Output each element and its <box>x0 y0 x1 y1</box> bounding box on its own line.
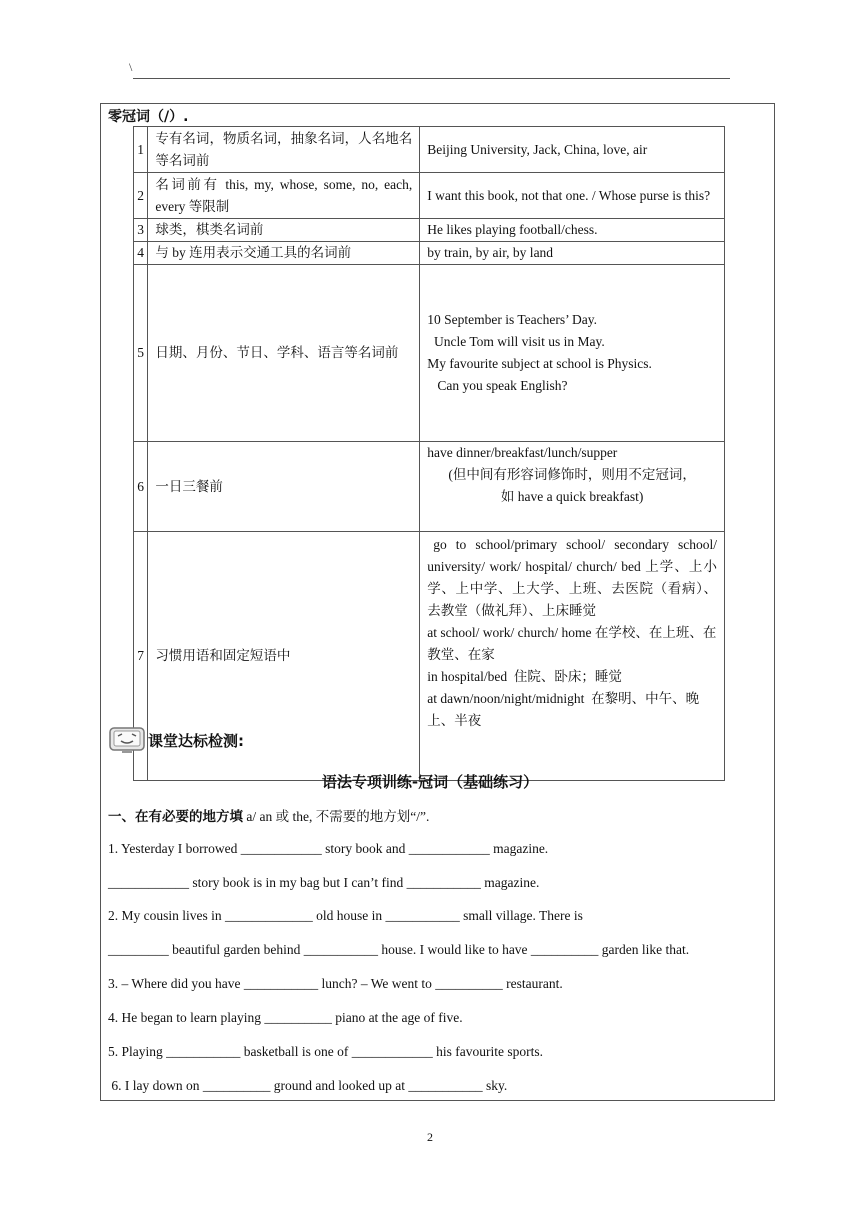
row-description: 名词前有 this, my, whose, some, no, each, every 等限制 <box>148 173 420 219</box>
row-example: 10 September is Teachers’ Day. Uncle Tom will visit us in May. My favourite subject at school is Physics. Can you speak English? <box>420 265 725 442</box>
table-row <box>134 219 725 242</box>
exercise-line: 1. Yesterday I borrowed ____________ story book and ____________ magazine. <box>108 841 549 856</box>
page-number: 2 <box>427 1130 433 1144</box>
row-description: 与 by 连用表示交通工具的名词前 <box>148 242 420 265</box>
row-description: 习惯用语和固定短语中 <box>148 532 420 781</box>
row-description: 专有名词，物质名词，抽象名词，人名地名等名词前 <box>148 127 420 173</box>
row-number: 6 <box>134 442 148 532</box>
classroom-check-title: 课堂达标检测: <box>148 731 244 750</box>
row-number: 3 <box>134 219 148 242</box>
row-number: 4 <box>134 242 148 265</box>
rules-table <box>133 126 725 781</box>
exercise-line: 5. Playing ___________ basketball is one of ____________ his favourite sports. <box>108 1044 543 1059</box>
row-number: 2 <box>134 173 148 219</box>
header-rule <box>133 78 730 79</box>
row-example: Beijing University, Jack, China, love, air <box>420 127 725 173</box>
row-example: by train, by air, by land <box>420 242 725 265</box>
table-row <box>134 127 725 173</box>
row-description: 一日三餐前 <box>148 442 420 532</box>
table-row <box>134 265 725 442</box>
exercise-line: _________ beautiful garden behind ___________ house. I would like to have __________ garden like that. <box>108 942 690 957</box>
screen-face-icon <box>108 725 146 755</box>
row-number: 1 <box>134 127 148 173</box>
exercise-title: 语法专项训练-冠词（基础练习） <box>321 773 539 791</box>
exercise-line: 3. – Where did you have ___________ lunch? – We went to __________ restaurant. <box>108 976 563 991</box>
table-row <box>134 442 725 532</box>
section-title: 零冠词（/）. <box>108 109 189 125</box>
exercise-line: 4. He began to learn playing __________ piano at the age of five. <box>108 1010 463 1025</box>
exercise-line: 6. I lay down on __________ ground and looked up at ___________ sky. <box>108 1078 508 1093</box>
classroom-check-heading <box>108 725 244 755</box>
table-row <box>134 242 725 265</box>
exercise-instruction: 一、在有必要的地方填 a/ an 或 the, 不需要的地方划“/”. <box>108 809 430 825</box>
row-number: 5 <box>134 265 148 442</box>
row-number: 7 <box>134 532 148 781</box>
row-example: He likes playing football/chess. <box>420 219 725 242</box>
row-example: have dinner/breakfast/lunch/supper (但中间有形容词修饰时，则用不定冠词， 如 have a quick breakfast) <box>420 442 725 532</box>
exercise-line: ____________ story book is in my bag but I can’t find ___________ magazine. <box>108 875 540 890</box>
row-description: 日期、月份、节日、学科、语言等名词前 <box>148 265 420 442</box>
exercise-line: 2. My cousin lives in _____________ old house in ___________ small village. There is <box>108 908 583 923</box>
header-mark: \ <box>129 60 133 74</box>
table-row <box>134 173 725 219</box>
row-description: 球类，棋类名词前 <box>148 219 420 242</box>
row-example: I want this book, not that one. / Whose purse is this? <box>420 173 725 219</box>
row-example: go to school/primary school/ secondary school/ university/ work/ hospital/ church/ bed 上学、上小学、上中学、上大学、上班、去医院（看病）、去教堂（做礼拜）、上床睡觉 at school/ work/ church/ home 在学校、在上班、在教堂、在家 in hospital/bed 住院、卧床；睡觉 at dawn/noon/night/midnight 在黎明、中午、晚上、半夜 <box>420 532 725 781</box>
